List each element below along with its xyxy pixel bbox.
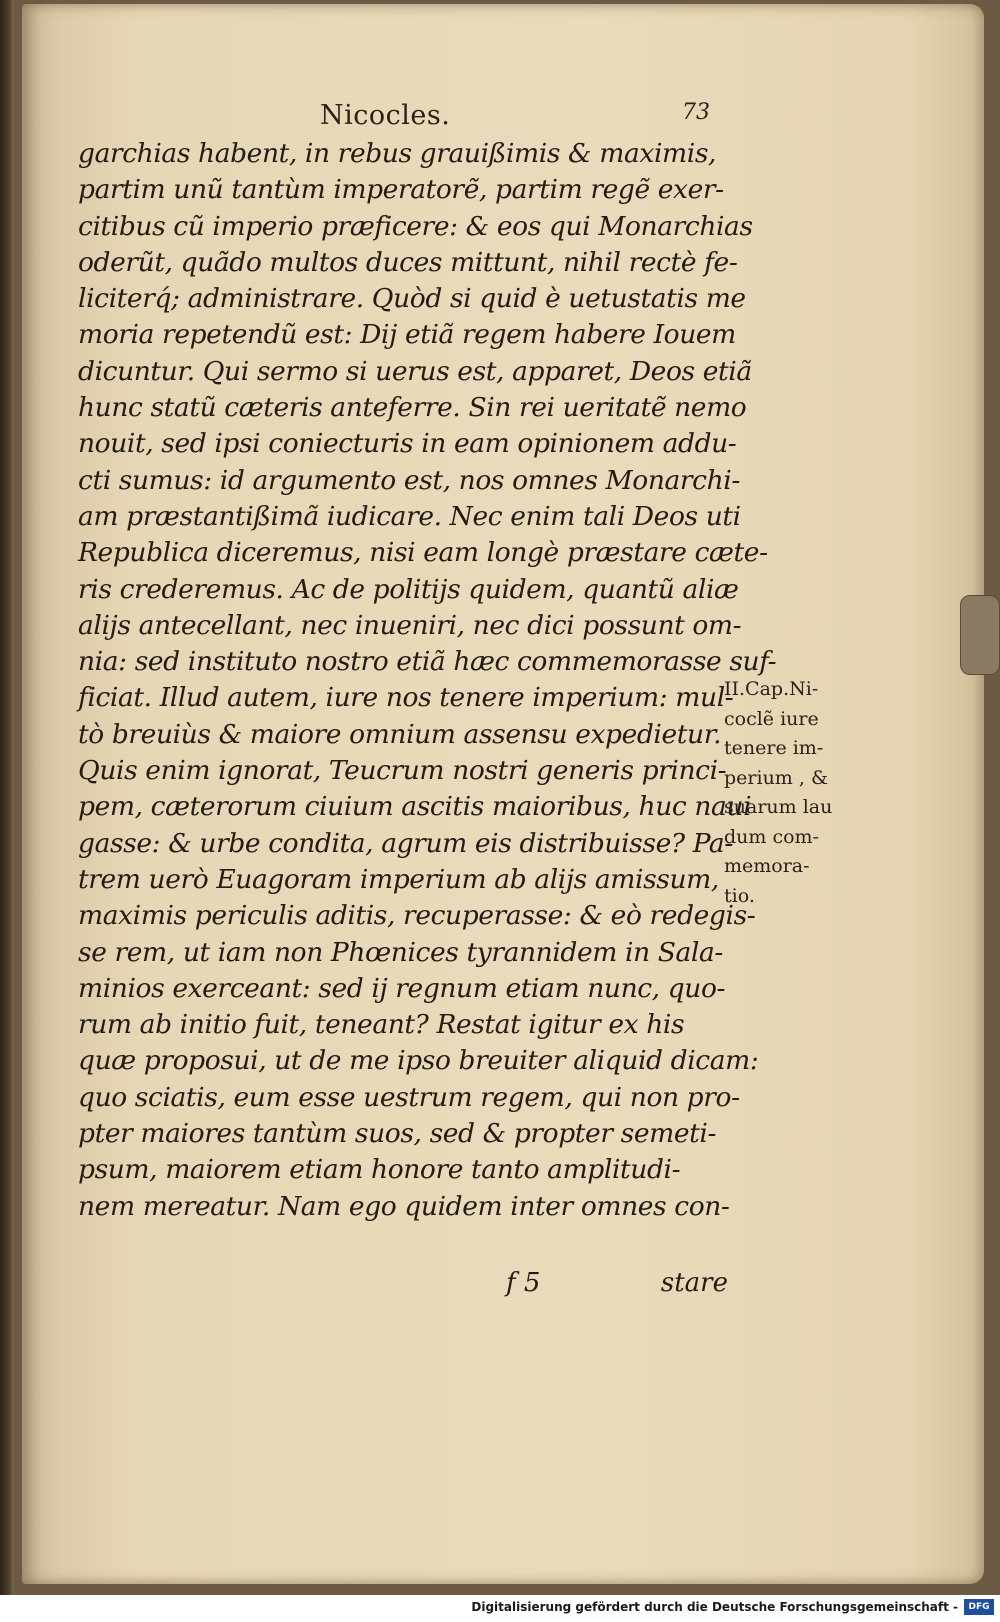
text-line: liciterq́; administrare. Quòd si quid è uetustatis me — [78, 283, 746, 315]
text-line: quæ proposui, ut de me ipso breuiter aliquid dicam: — [78, 1045, 759, 1077]
sidenote-line: suarum lau — [724, 796, 833, 818]
marginal-note — [724, 675, 834, 911]
text-line: moria repetendũ est: Dij etiã regem habere Iouem — [78, 319, 736, 351]
text-line: ficiat. Illud autem, iure nos tenere imperium: mul- — [78, 682, 734, 714]
sidenote-line: II.Cap.Ni- — [724, 678, 819, 700]
sidenote-line: tenere im- — [724, 737, 824, 759]
text-line: alijs antecellant, nec inueniri, nec dici possunt om- — [78, 609, 742, 641]
text-line: Republica diceremus, nisi eam longè præstare cæte- — [78, 537, 768, 569]
sidenote-line: perium , & — [724, 766, 828, 789]
page-edge-tab — [960, 595, 1000, 675]
text-line: nem mereatur. Nam ego quidem inter omnes con- — [78, 1190, 730, 1222]
text-line: rum ab initio fuit, teneant? Restat igitur ex his — [78, 1009, 685, 1041]
sidenote-line: coclẽ iure — [724, 707, 819, 730]
catchline — [78, 1268, 728, 1308]
text-line: am præstantißimã iudicare. Nec enim tali Deos uti — [78, 500, 741, 532]
dfg-logo: DFG — [964, 1599, 994, 1615]
text-line: trem uerò Euagoram imperium ab alijs amissum, — [78, 863, 719, 895]
text-line: garchias habent, in rebus grauißimis & maximis, — [78, 138, 717, 169]
sidenote-line: tio. — [724, 884, 755, 907]
text-line: oderũt, quãdo multos duces mittunt, nihil rectè fe- — [78, 246, 738, 278]
text-line: gasse: & urbe condita, agrum eis distribuisse? Pa- — [78, 827, 733, 859]
text-line: tò breuiùs & maiore omnium assensu expedietur. — [78, 718, 722, 750]
text-line: Quis enim ignorat, Teucrum nostri generis princi- — [78, 755, 727, 787]
sidenote-line: dum com- — [724, 825, 819, 848]
funding-credit: Digitalisierung gefördert durch die Deutsche Forschungsgemeinschaft - — [471, 1600, 958, 1614]
text-line: pem, cæterorum ciuium ascitis maioribus, huc naui — [78, 791, 752, 823]
text-line: quo sciatis, eum esse uestrum regem, qui non pro- — [78, 1081, 740, 1113]
text-line: citibus cũ imperio præficere: & eos qui Monarchias — [78, 210, 753, 242]
text-line: hunc statũ cæteris anteferre. Sin rei ueritatẽ nemo — [78, 392, 747, 424]
footer-bar — [0, 1595, 1000, 1622]
catchword: stare — [660, 1268, 728, 1298]
text-line: partim unũ tantùm imperatorẽ, partim regẽ exer- — [78, 174, 724, 206]
text-line: maximis periculis aditis, recuperasse: & eò redegis- — [78, 900, 756, 932]
text-line: nouit, sed ipsi coniecturis in eam opinionem addu- — [78, 428, 737, 460]
text-line: psum, maiorem etiam honore tanto amplitudi- — [78, 1154, 681, 1186]
text-line: minios exerceant: sed ij regnum etiam nunc, quo- — [78, 972, 726, 1004]
running-head: Nicocles. — [320, 100, 451, 131]
text-line: ris crederemus. Ac de politijs quidem, quantũ aliæ — [78, 573, 739, 605]
book-gutter — [0, 0, 14, 1595]
text-line: pter maiores tantùm suos, sed & propter semeti- — [78, 1118, 716, 1150]
folio-number: 73 — [682, 100, 710, 125]
text-line: se rem, ut iam non Phœnices tyrannidem in Sala- — [78, 936, 723, 968]
text-line: cti sumus: id argumento est, nos omnes Monarchi- — [78, 464, 740, 496]
signature-mark: f 5 — [506, 1268, 541, 1298]
sidenote-line: memora- — [724, 855, 810, 877]
text-line: nia: sed instituto nostro etiã hæc commemorasse suf- — [78, 646, 777, 678]
text-line: dicuntur. Qui sermo si uerus est, apparet, Deos etiã — [78, 355, 752, 387]
page-header — [320, 100, 710, 140]
